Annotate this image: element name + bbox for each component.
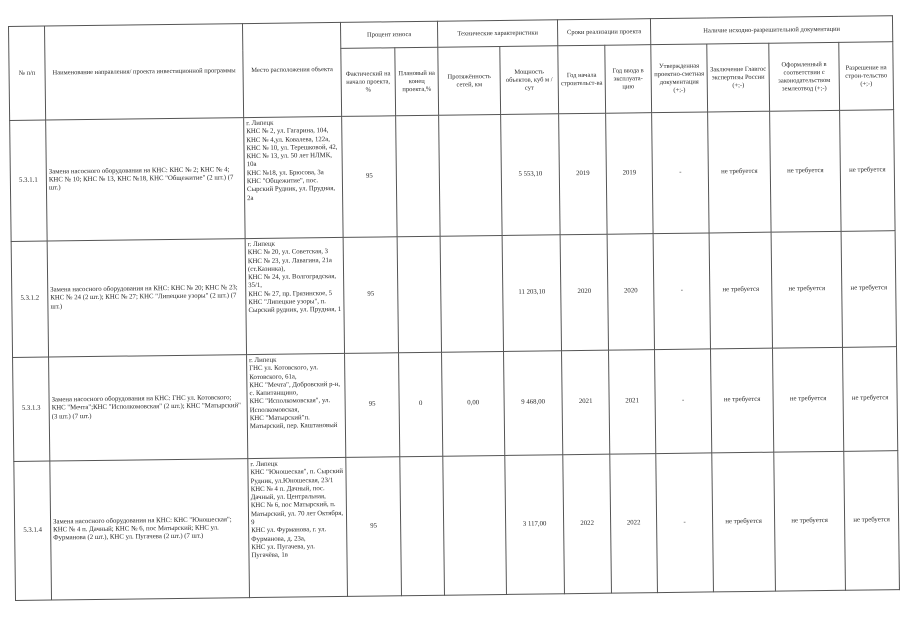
- header-project-name: Наименование направления/ проекта инвестиционной программы: [45, 24, 244, 120]
- capacity: 3 117,00: [505, 455, 565, 595]
- header-location: Место расположения объекта: [242, 22, 341, 117]
- approved-docs: -: [652, 112, 709, 234]
- approved-docs: -: [656, 453, 714, 593]
- row-number: 5.3.1.2: [11, 241, 48, 357]
- project-name: Замена насосного оборудования на КНС: КНС № 2; КНС № 4; КНС № 10; КНС № 13, КНС №18, КНС "Общежитие" (2 шт.) (7 шт.): [46, 118, 245, 241]
- project-name: Замена насосного оборудования на КНС: КНС "Юношеская"; КНС № 4 п. Дачный; КНС № 6, пос Матырский; КНС ул. Фурманова (2 шт.), КНС ул. Пугачева (2 шт.) (7 шт.): [50, 459, 250, 600]
- project-location: [248, 457, 348, 597]
- capacity: 5 553,10: [501, 114, 560, 236]
- header-wear-actual: Фактический на начало проекта, %: [341, 48, 396, 117]
- document-page: [8, 15, 899, 634]
- header-land-allotment: Оформленный в соответствии с законодательством землеотвод (+;-): [769, 42, 840, 111]
- location-line: КНС "Общежитие", пос. Сырский Рудник, ул. Прудная, 2а: [246, 177, 336, 202]
- network-length: [440, 235, 503, 352]
- header-construction-permit: Разрешение на строи-тельство (+;-): [839, 42, 894, 111]
- row-number: 5.3.1.4: [14, 461, 52, 600]
- header-terms-group: Сроки реализации проекта: [557, 19, 650, 46]
- header-docs-group: Наличие исходно-разрешительной документации: [650, 16, 892, 45]
- header-capacity: Мощность объектов, куб м /сут: [500, 46, 559, 115]
- location-line: г. Липецк: [247, 240, 275, 249]
- location-line: КНС № 13, ул. 50 лет НЛМК, 10а: [246, 152, 332, 169]
- location-line: КНС № 23, ул. Лавагина, 21а (ст.Казинка),: [247, 256, 332, 273]
- land-allotment: не требуется: [774, 451, 846, 591]
- header-expertise: Заключение Главгос экспертизы России (+;-): [707, 43, 770, 112]
- approved-docs: -: [653, 233, 710, 350]
- header-tech-group: Технические характеристики: [437, 20, 557, 47]
- start-year: 2019: [559, 113, 607, 235]
- location-line: КНС "Юношеская", п. Сырский Рудник, ул.Юношеская, 23/1: [250, 468, 344, 485]
- start-year: 2020: [560, 234, 608, 351]
- wear-planned: [400, 456, 445, 596]
- approved-docs: -: [655, 349, 712, 454]
- expertise: не требуется: [711, 348, 774, 453]
- commission-year: 2021: [609, 350, 656, 455]
- location-line: КНС № 24, ул. Волгоградская, 35/1,: [248, 273, 337, 290]
- construction-permit: не требуется: [840, 110, 895, 232]
- expertise: не требуется: [708, 111, 771, 233]
- table-row: [10, 110, 895, 242]
- wear-actual: 95: [342, 116, 397, 238]
- wear-planned: [397, 236, 441, 353]
- location-line: КНС ул. Пугачева, ул. Пугачёва, 1в: [251, 543, 316, 560]
- project-location: [247, 353, 346, 458]
- table-row: [11, 231, 896, 358]
- construction-permit: не требуется: [841, 231, 896, 348]
- location-line: КНС "Исполкомовская", ул. Исполкомовская,: [249, 397, 331, 414]
- header-num: № п/п: [9, 26, 46, 120]
- expertise: не требуется: [712, 452, 776, 592]
- location-line: г. Липецк: [249, 356, 277, 365]
- location-line: КНС № 4 п. Дачный, пос. Дачный, ул. Центральная,: [250, 485, 326, 502]
- commission-year: 2022: [610, 454, 658, 594]
- wear-planned: [396, 115, 440, 237]
- wear-actual: 95: [346, 457, 402, 597]
- location-line: КНС "Матырский"п. Матырский, пер. Каштановый: [249, 414, 338, 431]
- table-row: [13, 347, 898, 462]
- commission-year: 2020: [607, 234, 654, 351]
- header-start-year: Год начала строительст-ва: [558, 45, 606, 114]
- project-location: [244, 116, 343, 238]
- location-line: КНС № 4,ул. Ковалева, 122а,: [246, 135, 330, 144]
- location-line: КНС № 2, ул. Гагарина, 104,: [246, 127, 329, 136]
- location-line: КНС № 20, ул. Советская, 3: [247, 248, 329, 257]
- land-allotment: не требуется: [771, 231, 842, 348]
- location-line: г. Липецк: [246, 119, 274, 128]
- project-location: [245, 237, 344, 354]
- construction-permit: не требуется: [843, 347, 898, 452]
- header-commission-year: Год ввода в эксплуата-цию: [605, 45, 652, 114]
- network-length: 0,00: [442, 351, 505, 456]
- header-approved-docs: Утвержденная проектно-сметная документация (+;-): [651, 44, 708, 113]
- header-network-length: Протяжённость сетей, км: [438, 46, 501, 115]
- network-length: [439, 114, 502, 236]
- header-wear-group: Процент износа: [340, 21, 437, 48]
- land-allotment: не требуется: [770, 110, 841, 232]
- wear-actual: 95: [343, 237, 398, 354]
- project-name: Замена насосного оборудования на КНС: КНС № 20; КНС № 23; КНС № 24 (2 шт.); КНС № 27; КНС "Липецкие узоры" (2 шт.) (7 шт.): [47, 239, 246, 357]
- network-length: [443, 455, 507, 595]
- capacity: 11 203,10: [502, 235, 561, 352]
- start-year: 2022: [563, 454, 612, 594]
- location-line: ГНС ул. Котовского, ул. Котовского, 61а,: [249, 364, 319, 381]
- location-line: КНС ул. Фурманова, г. ул. Фурманова, д. 23а,: [251, 526, 327, 543]
- location-line: КНС № 27, пр. Грязинское, 5: [248, 289, 333, 298]
- construction-permit: не требуется: [844, 451, 900, 591]
- wear-actual: 95: [345, 353, 400, 458]
- location-line: г. Липецк: [250, 460, 278, 469]
- location-line: КНС "Липецкие узоры", п. Сырский рудник, ул. Прудная, 1: [248, 298, 342, 315]
- start-year: 2021: [562, 350, 610, 455]
- project-name: Замена насосного оборудования на КНС: ГНС ул. Котовского; КНС "Мечта";КНС "Исполкомовская" (2 шт.); КНС "Матырский" (3 шт.) (7 шт.): [49, 355, 248, 461]
- commission-year: 2019: [606, 113, 653, 235]
- location-line: КНС "Мечта", Добровский р-н, с. Капитанщино,: [249, 380, 341, 398]
- investment-program-table: [8, 15, 900, 601]
- row-number: 5.3.1.1: [10, 120, 47, 241]
- header-wear-planned: Плановый на конец проекта,%: [395, 47, 439, 116]
- location-line: КНС № 10, ул. Терешковой, 42,: [246, 143, 338, 152]
- land-allotment: не требуется: [773, 347, 844, 452]
- table-row: [14, 451, 900, 601]
- location-line: КНС №18, ул. Брюсова, 3а: [246, 168, 324, 177]
- location-line: КНС № 6, пос Матырский, п. Матырский, ул. 70 лет Октября, 9: [250, 501, 344, 527]
- wear-planned: 0: [399, 352, 443, 457]
- capacity: 9 468,00: [504, 351, 563, 456]
- expertise: не требуется: [709, 232, 772, 349]
- row-number: 5.3.1.3: [13, 357, 50, 461]
